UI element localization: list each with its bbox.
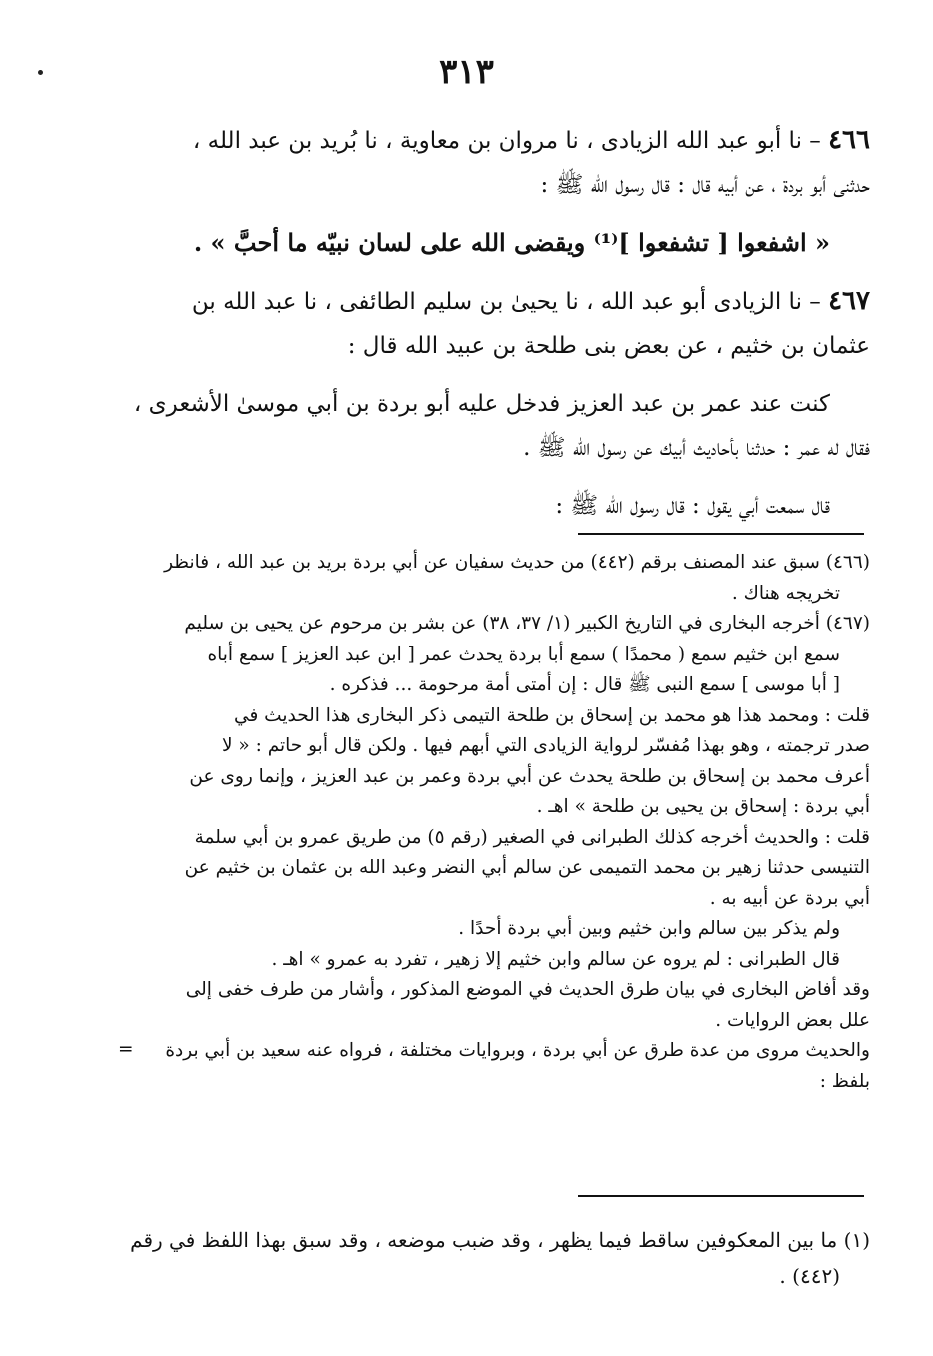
note-line: تخريجه هناك .: [731, 582, 840, 604]
note-line: صدر ترجمته ، وهو بهذا مُفسّر لرواية الزيادى التي أبهم فيها . ولكن قال أبو حاتم : « لا: [221, 735, 870, 756]
note-line: علل بعض الروايات .: [715, 1009, 870, 1031]
note-line: قال الطبرانى : لم يروه عن سالم وابن خثيم إلا زهير ، تفرد به عمرو » اهـ .: [271, 948, 840, 970]
hadith-467-line-4: فقال له عمر : حدثنا بأحاديث أبيك عن رسول الله ﷺ .: [523, 435, 870, 461]
main-text: [100, 118, 870, 528]
page-number: ٣١٣: [439, 52, 494, 92]
notes-divider: [578, 533, 864, 535]
note-line: سمع ابن خثيم سمع ( محمدًا ) سمع أبا بردة يحدث عمر [ ابن عبد العزيز ] سمع أباه: [207, 643, 840, 665]
note-line: (٤٦٧) أخرجه البخارى في التاريخ الكبير (١/ ٣٧، ٣٨) عن بشر بن مرحوم عن يحيى بن سليم: [184, 613, 870, 634]
note-line: بلفظ :: [819, 1070, 870, 1092]
note-line: قلت : ومحمد هذا هو محمد بن إسحاق بن طلحة التيمى ذكر البخارى هذا الحديث في: [234, 704, 870, 726]
hadith-467-line-2: عثمان بن خثيم ، عن بعض بنى طلحة بن عبيد الله قال :: [347, 333, 870, 359]
print-speck: [38, 70, 43, 75]
note-line: ولم يذكر بين سالم وابن خثيم وبين أبي بردة أحدًا .: [458, 918, 840, 939]
note-line: وقد أفاض البخارى في بيان طرق الحديث في الموضع المذكور ، وأشار من طرف خفى إلى: [185, 979, 870, 1000]
hadith-466-text: « اشفعوا [ تشفعوا ]⁽¹⁾ ويقضى الله على لسان نبيّه ما أحبَّ » .: [193, 228, 830, 257]
note-line: أبي بردة عن أبيه به .: [709, 887, 870, 909]
note-line: قلت : والحديث أخرجه كذلك الطبرانى في الصغير (رقم ٥) من طريق عمرو بن أبي سلمة: [194, 826, 870, 848]
hadith-466-line-2: حدثنى أبو بردة ، عن أبيه قال : قال رسول الله ﷺ :: [540, 172, 870, 198]
hadith-467-line-3: كنت عند عمر بن عبد العزيز فدخل عليه أبو بردة بن أبي موسىٰ الأشعرى ،: [133, 391, 830, 417]
note-line: أبي بردة : إسحاق بن يحيى بن طلحة » اهـ .: [536, 796, 870, 817]
note-line: والحديث مروى من عدة طرق عن أبي بردة ، وبروايات مختلفة ، فرواه عنه سعيد بن أبي بردة: [165, 1040, 870, 1061]
hadith-467-line-5: قال سمعت أبي يقول : قال رسول الله ﷺ :: [555, 493, 830, 519]
hadith-467-number: ٤٦٧: [828, 286, 870, 316]
hadith-466-number: ٤٦٦: [828, 125, 870, 155]
note-line: التنيسى حدثنا زهير بن محمد التميمى عن سالم أبي النضر وعبد الله بن عثمان بن خثيم عن: [184, 857, 870, 878]
hadith-466-line-1: [100, 118, 870, 163]
footnote-divider: [578, 1195, 864, 1197]
hadith-467-line-1: [100, 279, 870, 324]
takhrij-notes: [100, 548, 870, 1092]
note-line: [ أبا موسى ] سمع النبى ﷺ قال : إن أمتى أمة مرحومة ... فذكره .: [329, 674, 840, 695]
hadith-467-chain-1: – نا الزيادى أبو عبد الله ، نا يحيىٰ بن سليم الطائفى ، نا عبد الله بن: [191, 289, 829, 315]
continuation-mark: =: [118, 1039, 134, 1060]
footnote-line-2: (٤٤٢) .: [779, 1264, 840, 1288]
note-line: (٤٦٦) سبق عند المصنف برقم (٤٤٢) من حديث سفيان عن أبي بردة بريد بن عبد الله ، فانظر: [164, 552, 870, 573]
footnote: [100, 1222, 870, 1294]
footnote-line-1: (١) ما بين المعكوفين ساقط فيما يظهر ، وقد ضبب موضعه ، وقد سبق بهذا اللفظ في رقم: [130, 1228, 870, 1252]
note-line: أعرف محمد بن إسحاق بن طلحة يحدث عن أبي بردة وعمر بن عبد العزيز ، وإنما روى عن: [189, 765, 870, 787]
hadith-466-chain-1: – نا أبو عبد الله الزيادى ، نا مروان بن معاوية ، نا بُريد بن عبد الله ،: [192, 128, 829, 154]
